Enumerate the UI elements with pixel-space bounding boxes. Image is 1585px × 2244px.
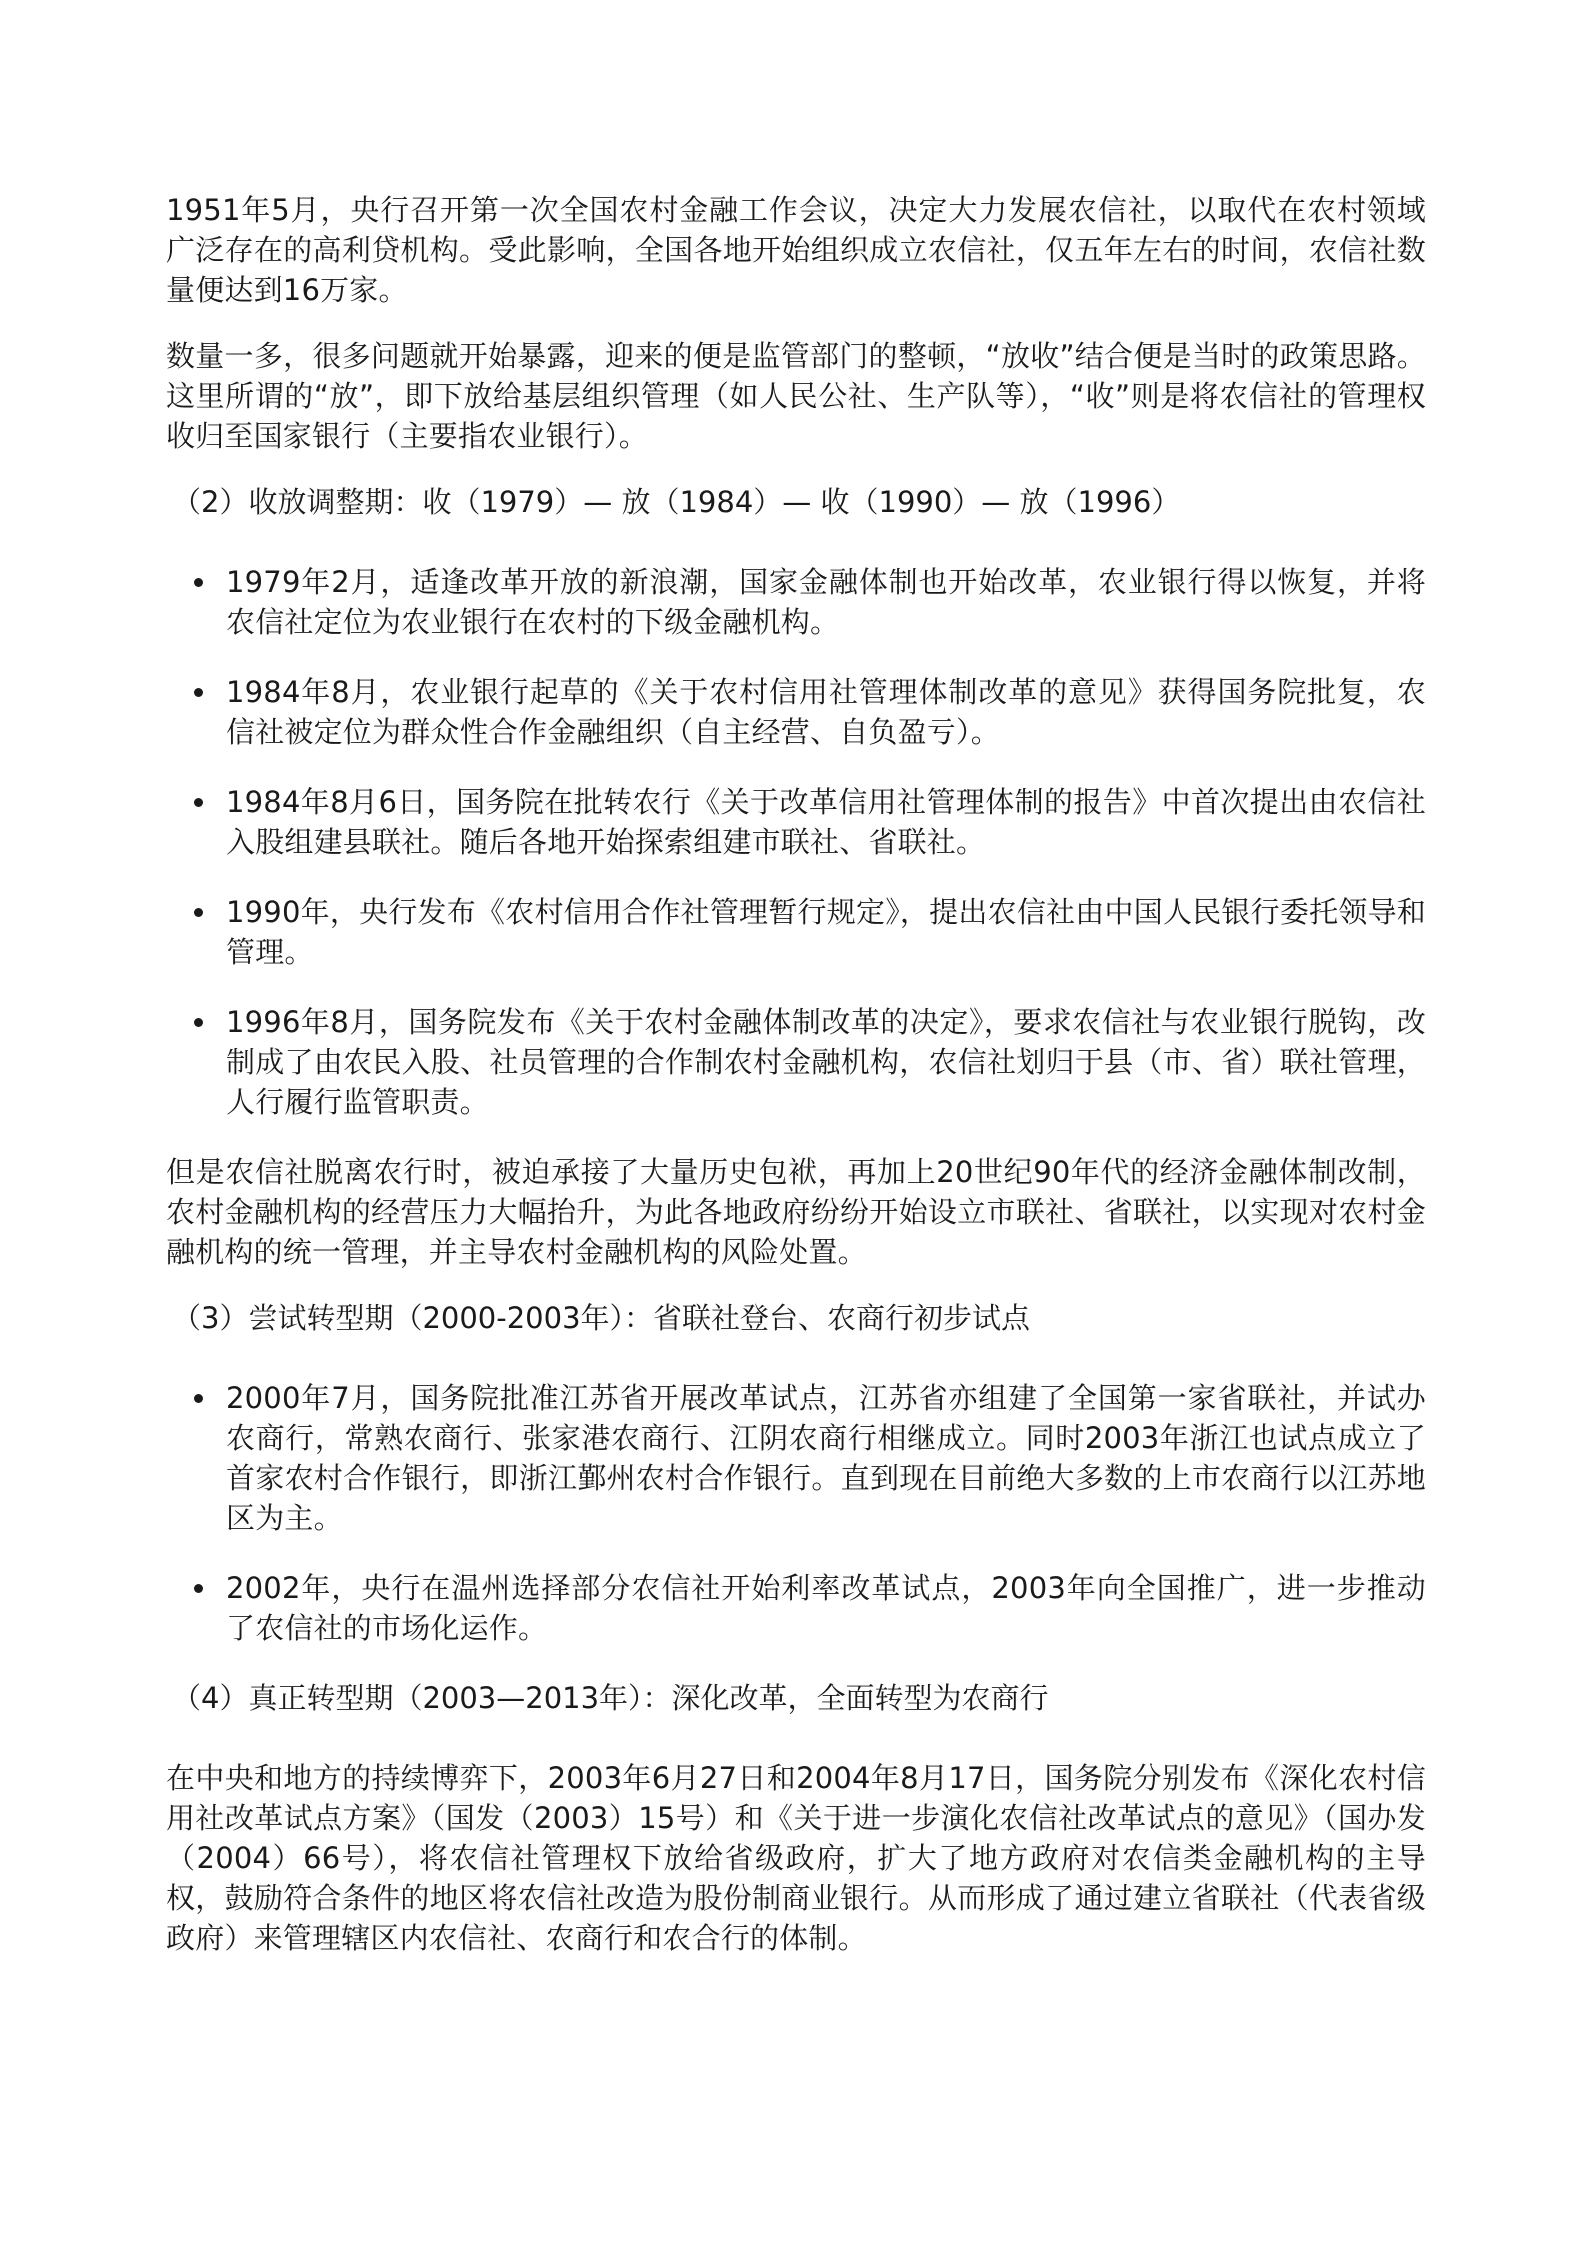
list-item <box>166 672 1426 752</box>
list-item-text: 1996年8月，国务院发布《关于农村金融体制改革的决定》，要求农信社与农业银行脱钩，改制成了由农民入股、社员管理的合作制农村金融机构，农信社划归于县（市、省）联社管理，人行履行监管职责。 <box>226 1005 1426 1119</box>
bullet-icon <box>194 908 203 917</box>
bullet-icon <box>194 688 203 697</box>
bullet-icon <box>194 1018 203 1027</box>
list-item <box>166 1002 1426 1122</box>
list-item <box>166 892 1426 972</box>
document-page <box>166 190 1426 1984</box>
bullet-icon <box>194 798 203 807</box>
list-item-text: 2000年7月，国务院批准江苏省开展改革试点，江苏省亦组建了全国第一家省联社，并试办农商行，常熟农商行、张家港农商行、江阴农商行相继成立。同时2003年浙江也试点成立了首家农村合作银行，即浙江鄞州农村合作银行。直到现在目前绝大多数的上市农商行以江苏地区为主。 <box>226 1381 1426 1535</box>
list-item <box>166 562 1426 642</box>
paragraph-section-2-closing: 但是农信社脱离农行时，被迫承接了大量历史包袱，再加上20世纪90年代的经济金融体制改制，农村金融机构的经营压力大幅抬升，为此各地政府纷纷开始设立市联社、省联社，以实现对农村金融机构的统一管理，并主导农村金融机构的风险处置。 <box>166 1155 1426 1269</box>
bullet-list-section-3 <box>166 1378 1426 1648</box>
paragraph-section-4-closing: 在中央和地方的持续博弈下，2003年6月27日和2004年8月17日，国务院分别发布《深化农村信用社改革试点方案》（国发（2003）15号）和《关于进一步演化农信社改革试点的意见》（国办发（2004）66号），将农信社管理权下放给省级政府，扩大了地方政府对农信类金融机构的主导权，鼓励符合条件的地区将农信社改造为股份制商业银行。从而形成了通过建立省联社（代表省级政府）来管理辖区内农信社、农商行和农合行的体制。 <box>166 1761 1426 1955</box>
list-item-text: 1979年2月，适逢改革开放的新浪潮，国家金融体制也开始改革，农业银行得以恢复，并将农信社定位为农业银行在农村的下级金融机构。 <box>226 565 1426 639</box>
bullet-icon <box>194 1394 203 1403</box>
paragraph-1951: 1951年5月，央行召开第一次全国农村金融工作会议，决定大力发展农信社，以取代在农村领域广泛存在的高利贷机构。受此影响，全国各地开始组织成立农信社，仅五年左右的时间，农信社数量便达到16万家。 <box>166 193 1426 307</box>
bullet-icon <box>194 1584 203 1593</box>
section-heading-2: （2）收放调整期：收（1979）— 放（1984）— 收（1990）— 放（1996） <box>172 485 1181 519</box>
list-item <box>166 1378 1426 1538</box>
list-item <box>166 1568 1426 1648</box>
list-item-text: 1984年8月，农业银行起草的《关于农村信用社管理体制改革的意见》获得国务院批复，农信社被定位为群众性合作金融组织（自主经营、自负盈亏）。 <box>226 675 1426 749</box>
list-item-text: 2002年，央行在温州选择部分农信社开始利率改革试点，2003年向全国推广，进一步推动了农信社的市场化运作。 <box>226 1571 1426 1645</box>
section-heading-4: （4）真正转型期（2003—2013年）：深化改革，全面转型为农商行 <box>172 1681 1049 1715</box>
paragraph-fangshou: 数量一多，很多问题就开始暴露，迎来的便是监管部门的整顿，“放收”结合便是当时的政策思路。这里所谓的“放”，即下放给基层组织管理（如人民公社、生产队等），“收”则是将农信社的管理权收归至国家银行（主要指农业银行）。 <box>166 339 1426 453</box>
list-item-text: 1984年8月6日，国务院在批转农行《关于改革信用社管理体制的报告》中首次提出由农信社入股组建县联社。随后各地开始探索组建市联社、省联社。 <box>226 785 1426 859</box>
section-heading-3: （3）尝试转型期（2000-2003年）：省联社登台、农商行初步试点 <box>172 1301 1031 1335</box>
bullet-icon <box>194 578 203 587</box>
bullet-list-section-2 <box>166 562 1426 1122</box>
list-item <box>166 782 1426 862</box>
list-item-text: 1990年，央行发布《农村信用合作社管理暂行规定》，提出农信社由中国人民银行委托领导和管理。 <box>226 895 1426 969</box>
